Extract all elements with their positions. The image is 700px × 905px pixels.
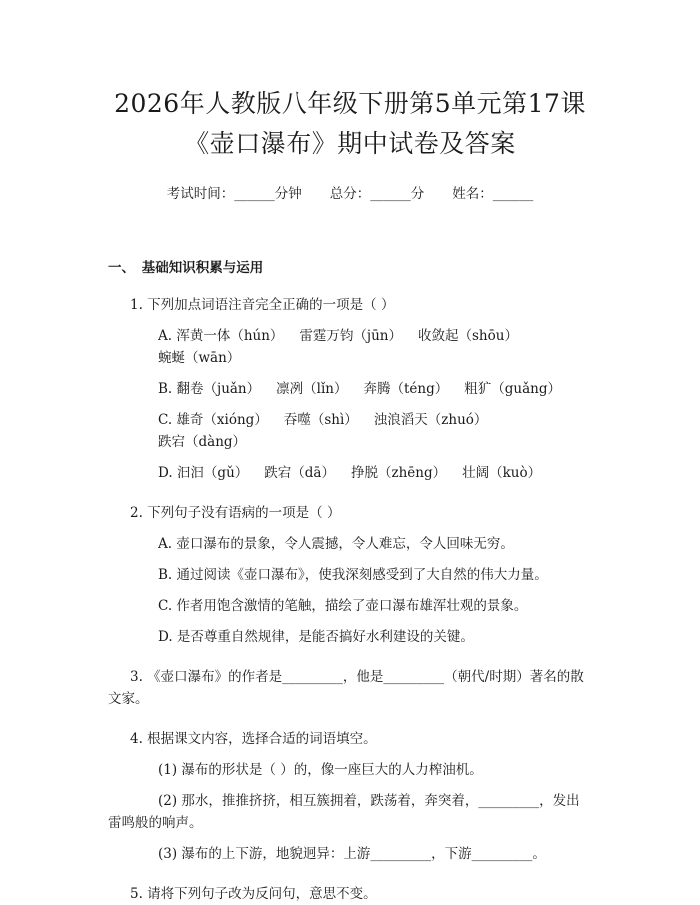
option-a-item: A. 浑黄一体（hún） xyxy=(158,328,284,344)
question-4-sub1: (1) 瀑布的形状是（ ）的，像一座巨大的人力榨油机。 xyxy=(158,762,483,778)
option-d-item: 挣脱（zhēng） xyxy=(350,465,447,481)
question-3-line2: 文家。 xyxy=(108,691,149,707)
exam-time-field: 考试时间：______分钟 xyxy=(166,186,302,202)
total-score-field: 总分：______分 xyxy=(329,186,425,202)
name-field: 姓名：______ xyxy=(452,186,534,202)
question-4-sub2-line1: (2) 那水，推推挤挤，相互簇拥着，跌荡着，奔突着，_________，发出 xyxy=(158,793,580,809)
option-b-item: B. 翻卷（juǎn） xyxy=(158,381,261,397)
question-4-sub2-line2: 雷鸣般的响声。 xyxy=(108,815,203,831)
question-4-sub3: (3) 瀑布的上下游，地貌迥异：上游_________，下游_________。 xyxy=(158,846,546,862)
option-b-item: 凛冽（lǐn） xyxy=(276,381,348,397)
option-a-item: 雷霆万钧（jūn） xyxy=(299,328,402,344)
option-c-item: C. 雄奇（xióng） xyxy=(158,412,268,428)
question-2-option-c: C. 作者用饱含激情的笔触，描绘了壶口瀑布雄浑壮观的景象。 xyxy=(158,598,528,614)
question-5-stem: 5. 请将下列句子改为反问句，意思不变。 xyxy=(130,886,377,902)
question-3-line1: 3. 《壶口瀑布》的作者是_________，他是_________（朝代/时期）著名的散 xyxy=(130,669,584,685)
question-2-option-a: A. 壶口瀑布的景象，令人震撼，令人难忘，令人回味无穷。 xyxy=(158,536,514,552)
option-c-item: 跌宕（dàng） xyxy=(158,434,247,450)
exam-title-line1: 2026年人教版八年级下册第5单元第17课 xyxy=(114,89,586,118)
option-a-item: 蜿蜒（wān） xyxy=(158,350,241,366)
exam-title-line2: 《壶口瀑布》期中试卷及答案 xyxy=(184,129,516,158)
option-b-item: 粗犷（guǎng） xyxy=(464,381,561,397)
option-a-item: 收敛起（shōu） xyxy=(418,328,518,344)
exam-info xyxy=(100,182,600,202)
option-d-item: 跌宕（dā） xyxy=(264,465,335,481)
section-heading: 一、 基础知识积累与运用 xyxy=(108,260,264,276)
option-c-item: 吞噬（shì） xyxy=(283,412,358,428)
question-1-option-b xyxy=(158,378,600,400)
question-2-stem: 2. 下列句子没有语病的一项是（ ） xyxy=(130,505,341,521)
title-block xyxy=(100,0,600,202)
option-d-item: 壮阔（kuò） xyxy=(462,465,542,481)
question-1-option-c xyxy=(158,409,600,453)
option-b-item: 奔腾（téng） xyxy=(363,381,449,397)
option-d-item: D. 汩汩（gǔ） xyxy=(158,465,249,481)
question-2-option-d: D. 是否尊重自然规律，是能否搞好水利建设的关键。 xyxy=(158,629,474,645)
question-2-option-b: B. 通过阅读《壶口瀑布》，使我深刻感受到了大自然的伟大力量。 xyxy=(158,567,548,583)
question-1-option-d xyxy=(158,462,600,484)
option-c-item: 浊浪滔天（zhuó） xyxy=(373,412,488,428)
question-1-option-a xyxy=(158,325,600,369)
question-4-stem: 4. 根据课文内容，选择合适的词语填空。 xyxy=(130,731,377,747)
question-1-stem: 1. 下列加点词语注音完全正确的一项是（ ） xyxy=(130,297,395,313)
